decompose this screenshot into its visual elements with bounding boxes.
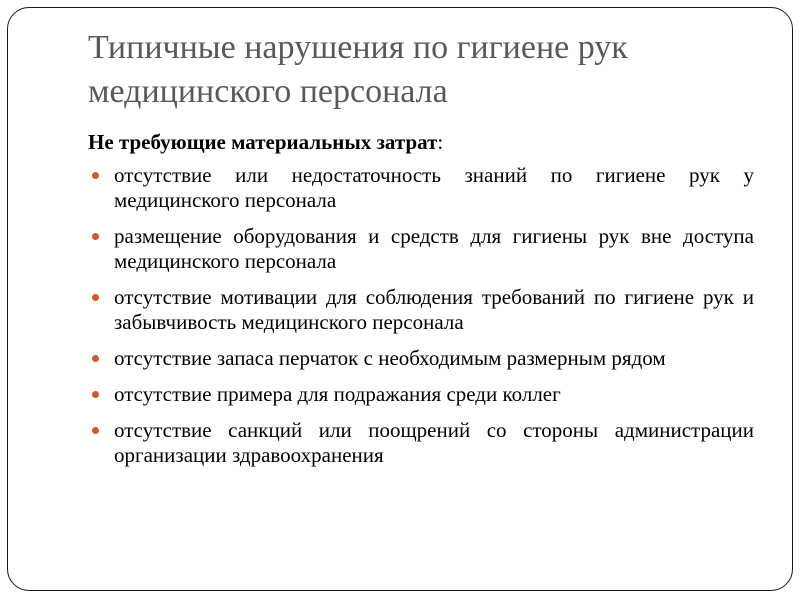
bullet-text: отсутствие или недостаточность знаний по гигиене рук у медицинского персонала (114, 163, 754, 212)
bullet-dot-icon (92, 427, 99, 434)
subheading-text: Не требующие материальных затрат (88, 130, 438, 154)
slide-content (88, 130, 754, 479)
bullet-item (88, 224, 754, 274)
bullet-list (88, 163, 754, 468)
bullet-text: размещение оборудования и средств для гигиены рук вне доступа медицинского персонала (114, 224, 754, 273)
bullet-item (88, 382, 754, 407)
bullet-dot-icon (92, 355, 99, 362)
bullet-item (88, 163, 754, 213)
subheading (88, 130, 754, 155)
bullet-dot-icon (92, 233, 99, 240)
slide-title: Типичные нарушения по гигиене рук медицинского персонала (88, 29, 628, 110)
bullet-dot-icon (92, 391, 99, 398)
bullet-text: отсутствие мотивации для соблюдения требований по гигиене рук и забывчивость медицинского персонала (114, 285, 754, 334)
bullet-dot-icon (92, 172, 99, 179)
subheading-colon: : (437, 130, 444, 154)
bullet-item (88, 346, 754, 371)
bullet-text: отсутствие запаса перчаток с необходимым размерным рядом (114, 346, 666, 370)
bullet-dot-icon (92, 294, 99, 301)
bullet-item (88, 418, 754, 468)
bullet-item (88, 285, 754, 335)
bullet-text: отсутствие санкций или поощрений со стороны администрации организации здравоохранения (114, 418, 754, 467)
bullet-text: отсутствие примера для подражания среди коллег (114, 382, 561, 406)
